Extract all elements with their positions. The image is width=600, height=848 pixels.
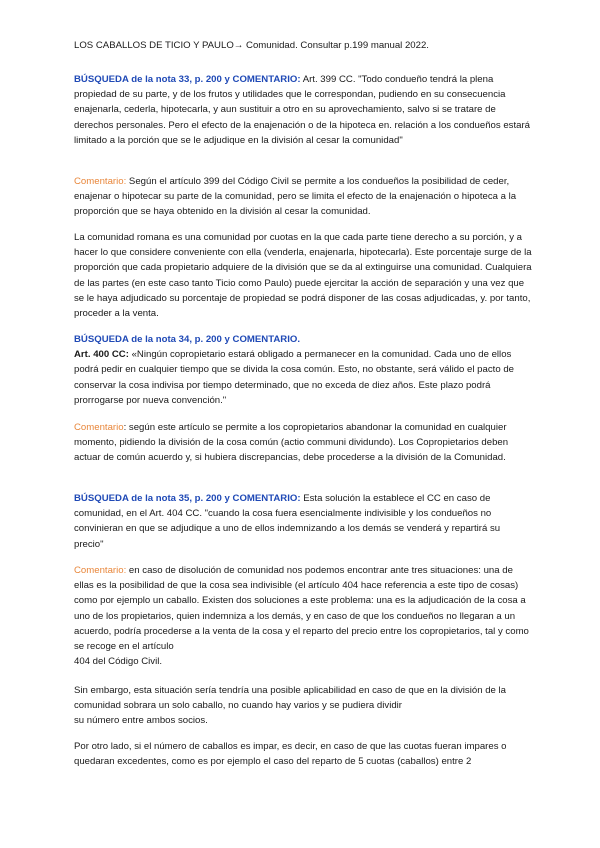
document-title: LOS CABALLOS DE TICIO Y PAULO→ Comunidad. Consultar p.199 manual 2022. (74, 40, 429, 51)
comment-3 (74, 563, 532, 669)
comment-1-label: Comentario: (74, 176, 127, 187)
paragraph-applicability (74, 683, 532, 729)
note-33-heading: BÚSQUEDA de la nota 33, p. 200 y COMENTARIO: (74, 74, 301, 85)
note-35-heading: BÚSQUEDA de la nota 35, p. 200 y COMENTARIO: (74, 493, 301, 504)
note-35-body: Esta solución la establece el CC en caso de comunidad, en el Art. 404 CC. "cuando la cosa fuera esencialmente indivisible y los condueños no convinieran en que se adjudique a uno de ellos indemnizando a los demás se venderá y repartirá su precio" (74, 493, 501, 550)
comment-2-body: : según este artículo se permite a los copropietarios abandonar la comunidad en cualquier momento, pidiendo la división de la cosa común (actio communi dividundo). Los Copropietarios deben actuar de común acuerdo y, si hubiera discrepancias, debe procederse a la división de la Comunidad. (74, 422, 509, 464)
comment-3-tail: 404 del Código Civil. (74, 656, 162, 668)
comment-1-body: Según el artículo 399 del Código Civil se permite a los condueños la posibilidad de ceder, enajenar o hipotecar su parte de la comunidad, pero se limita el efecto de la enajenación o hipoteca a la proporción que se haya obtenido en la división al cesar la comunidad. (74, 176, 517, 218)
search-note-33 (74, 72, 532, 148)
comment-2-label: Comentario (74, 422, 124, 433)
applicability-body: Sin embargo, esta situación sería tendría una posible aplicabilidad en caso de que en la división de la comunidad sobrara un solo caballo, no cuando hay varios y se pudiera dividir (74, 685, 506, 712)
note-34-heading: BÚSQUEDA de la nota 34, p. 200 y COMENTARIO. (74, 334, 301, 345)
comment-3-body: en caso de disolución de comunidad nos podemos encontrar ante tres situaciones: una de ellas es la posibilidad de que la cosa sea indivisible (el artículo 404 hace referencia a este tipo de cosas) como por ejemplo un caballo. Existen dos soluciones a este problema: una es la adjudicación de la cosa a uno de los propietarios, quien indemniza a los demás, y en caso de que los condueños no llegaran a un acuerdo, podría procederse a la venta de la cosa y el reparto del precio entre los copropietarios, tal y como se recoge en el artículo (74, 565, 529, 653)
note-34-article: Art. 400 CC: (74, 349, 129, 361)
comment-1 (74, 174, 532, 220)
comment-2 (74, 420, 532, 466)
note-33-body: Art. 399 CC. "Todo condueño tendrá la plena propiedad de su parte, y de los frutos y utilidades que le correspondan, pudiendo en su consecuencia enajenarla, cederla, hipotecarla, y aun sustituir a otro en su aprovechamiento, salvo si se tratare de derechos personales. Pero el efecto de la enajenación o de la hipoteca en. relación a los condueños estará limitado a la porción que se le adjudique en la división al cesar la comunidad" (74, 74, 531, 146)
comment-3-label: Comentario: (74, 565, 127, 576)
note-34-body: «Ningún copropietario estará obligado a permanecer en la comunidad. Cada uno de ellos podrá pedir en cualquier tiempo que se divida la cosa común. Esto, no obstante, será válido el pacto de conservar la cosa indivisa por tiempo determinado, que no exceda de diez años. Este plazo podrá prorrogarse por nueva convención." (74, 349, 514, 406)
applicability-tail: su número entre ambos socios. (74, 715, 208, 727)
search-note-35 (74, 491, 532, 552)
paragraph-roman-community: La comunidad romana es una comunidad por cuotas en la que cada parte tiene derecho a su porción, y a hacer lo que considere conveniente con ella (venderla, enajenarla, hipotecarla). Este porcentaje surge de la proporción que cada propietario adquiere de la división que se da al extinguirse una comunidad. Cualquiera de las partes (en este caso tanto Ticio como Paulo) puede ejercitar la acción de separación y una vez que se le haya adjudicado su porcentaje de propiedad se podrá disponer de las cosas adjudicadas, y. por tanto, proceder a la venta. (74, 232, 532, 320)
search-note-34 (74, 332, 532, 408)
paragraph-odd-number: Por otro lado, si el número de caballos es impar, es decir, en caso de que las cuotas fueran impares o quedaran excedentes, como es por ejemplo el caso del reparto de 5 cuotas (caballos) entre 2 (74, 741, 507, 768)
